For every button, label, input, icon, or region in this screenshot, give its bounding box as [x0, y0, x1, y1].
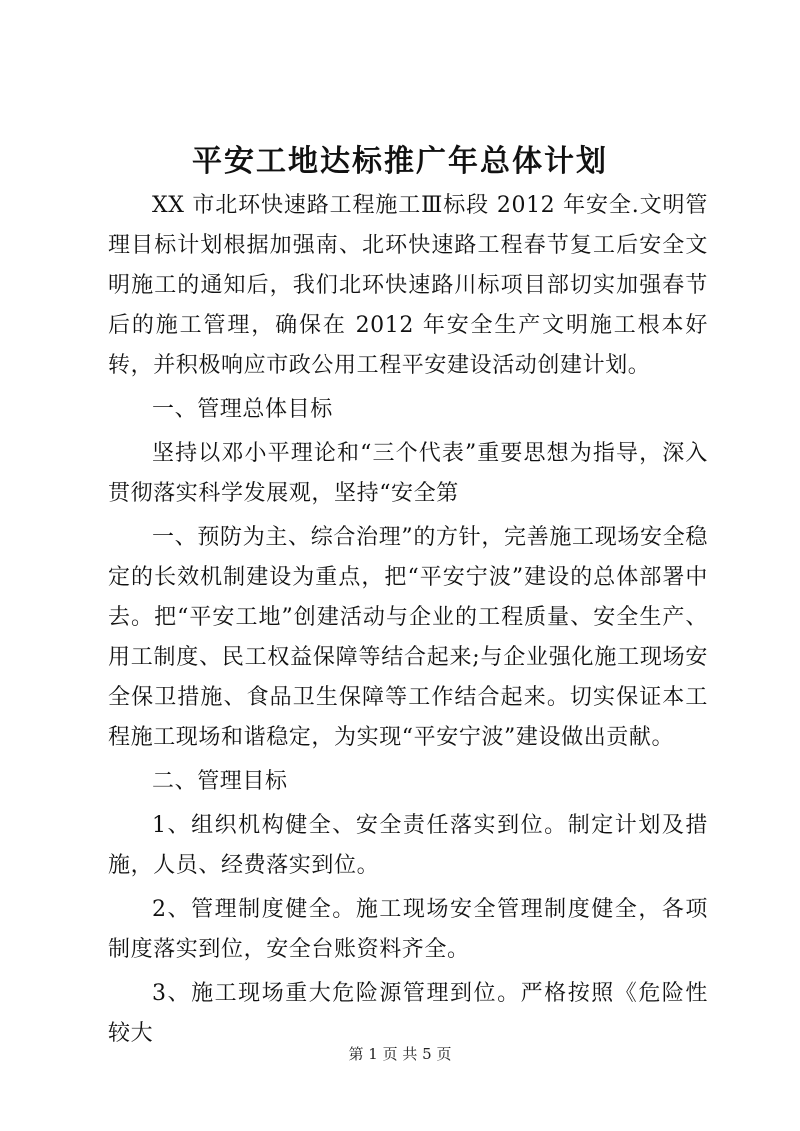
list-item-3: 3、施工现场重大危险源管理到位。严格按照《危险性较大	[108, 981, 708, 1046]
section-heading-1: 一、管理总体目标	[152, 397, 333, 422]
page-footer: 第 1 页 共 5 页	[348, 1045, 452, 1063]
list-item-2: 2、管理制度健全。施工现场安全管理制度健全，各项制度落实到位，安全台账资料齐全。	[108, 897, 708, 962]
section-heading-2: 二、管理目标	[152, 769, 288, 794]
paragraph-policy: 一、预防为主、综合治理”的方针，完善施工现场安全稳定的长效机制建设为重点，把“平安宁波”建设的总体部署中去。把“平安工地”创建活动与企业的工程质量、安全生产、用工制度、民工权益保障等结合起来;与企业强化施工现场安全保卫措施、食品卫生保障等工作结合起来。切实保证本工程施工现场和谐稳定，为实现“平安宁波”建设做出贡献。	[108, 525, 708, 750]
document-body	[108, 186, 708, 1054]
list-item-1: 1、组织机构健全、安全责任落实到位。制定计划及措施，人员、经费落实到位。	[108, 813, 708, 878]
paragraph-intro: XX 市北环快速路工程施工Ⅲ标段 2012 年安全.文明管理目标计划根据加强南、北环快速路工程春节复工后安全文明施工的通知后，我们北环快速路川标项目部切实加强春节后的施工管理，确保在 2012 年安全生产文明施工根本好转，并积极响应市政公用工程平安建设活动创建计划。	[108, 193, 708, 378]
paragraph-guiding-principle: 坚持以邓小平理论和“三个代表”重要思想为指导，深入贯彻落实科学发展观，坚持“安全第	[108, 441, 708, 506]
document-title: 平安工地达标推广年总体计划	[192, 144, 608, 179]
